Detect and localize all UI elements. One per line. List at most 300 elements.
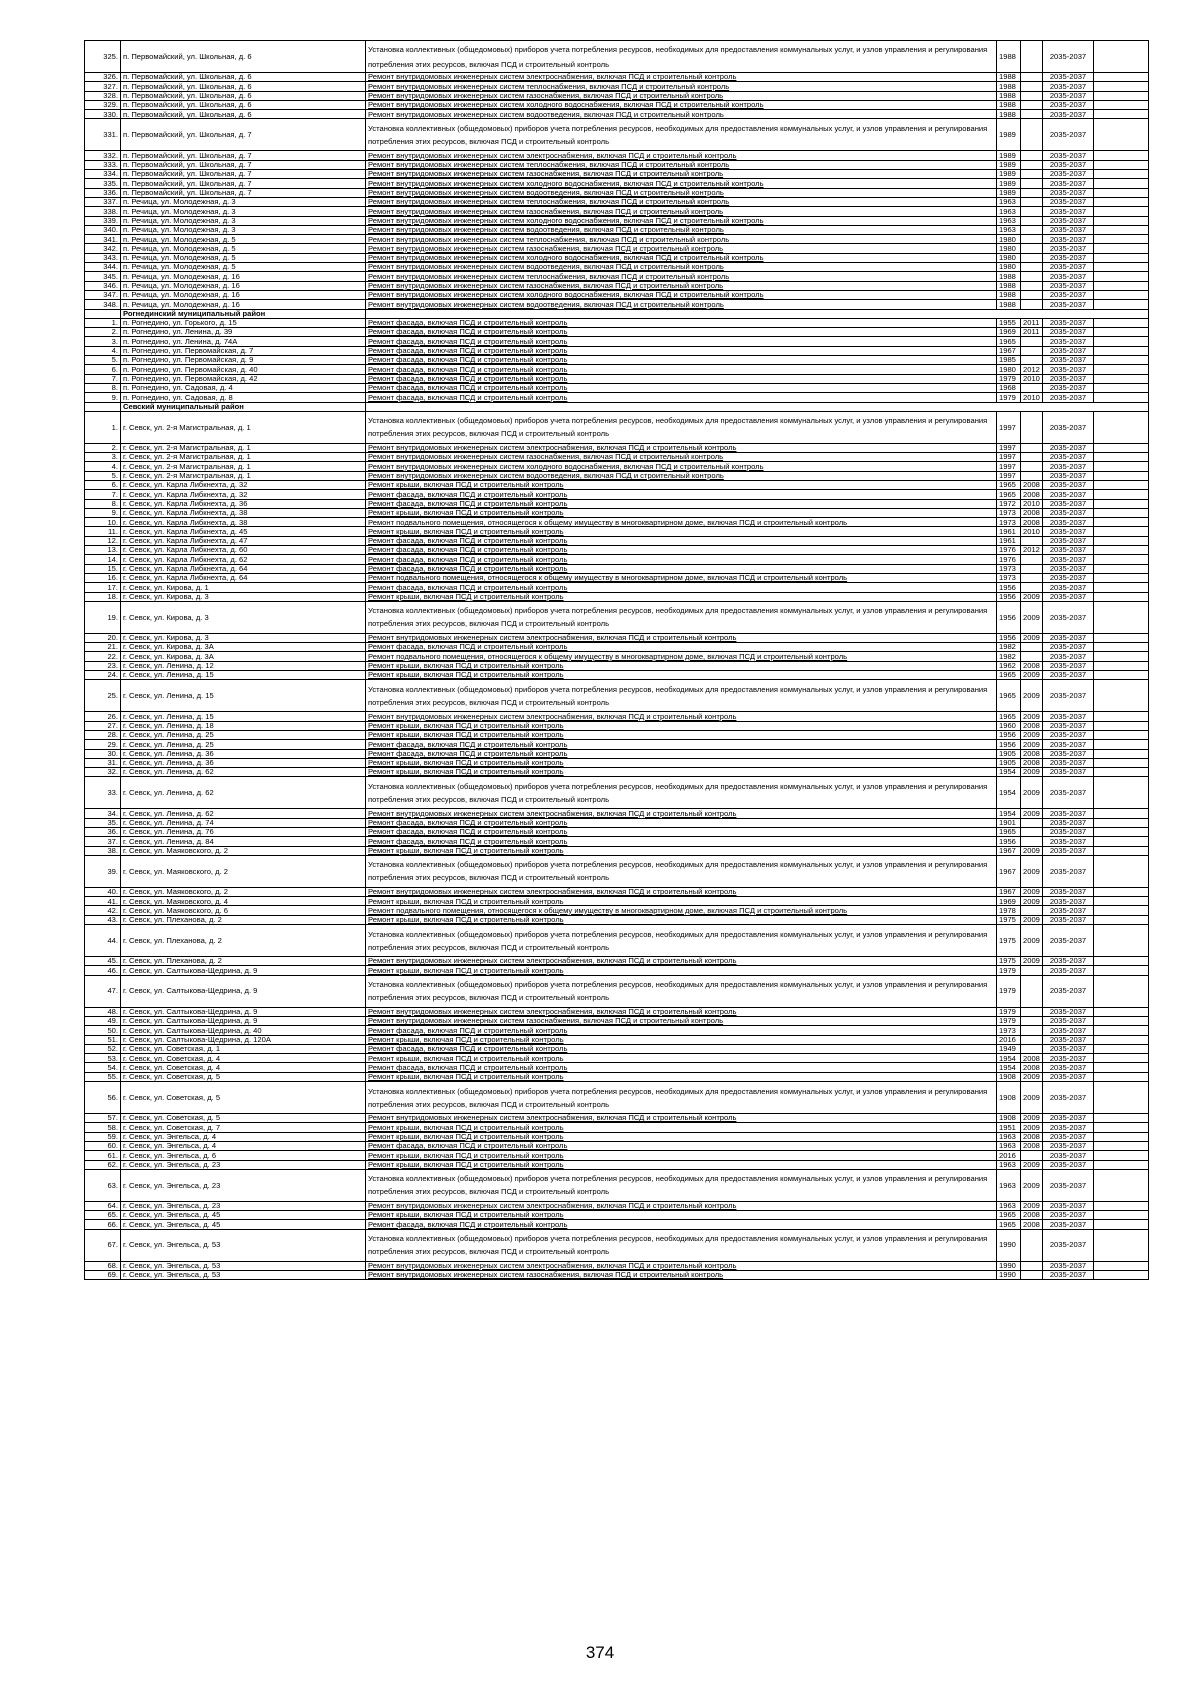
row-address: г. Севск, ул. 2-я Магистральная, д. 1 [121,411,366,443]
row-renovation-year [1021,966,1043,975]
row-renovation-year [1021,188,1043,197]
row-number: 53. [85,1054,121,1063]
table-row [85,300,1149,309]
row-number: 50. [85,1026,121,1035]
row-number: 37. [85,837,121,846]
row-address: г. Севск, ул. Энгельса, д. 4 [121,1141,366,1150]
row-address: п. Речица, ул. Молодежная, д. 3 [121,225,366,234]
row-empty-cell [1094,1026,1149,1035]
row-work-type: Установка коллективных (общедомовых) приборов учета потребления ресурсов, необходимых для предоставления коммунальных услуг, и узлов управления и регулирования потребления этих ресурсов, включая ПСД и строительный контроль [366,855,997,887]
row-build-year: 1980 [997,365,1021,374]
row-renovation-year [1021,253,1043,262]
row-work-type: Ремонт подвального помещения, относящегося к общему имуществу в многоквартирном доме, включая ПСД и строительный контроль [366,652,997,661]
row-number: 34. [85,809,121,818]
table-row [85,272,1149,281]
row-work-type: Ремонт внутридомовых инженерных систем водоотведения, включая ПСД и строительный контроль [366,471,997,480]
row-empty-cell [1094,749,1149,758]
row-empty-cell [1094,443,1149,452]
row-build-year: 1965 [997,1220,1021,1229]
row-address: г. Севск, ул. Маяковского, д. 2 [121,846,366,855]
row-address: г. Севск, ул. Ленина, д. 62 [121,768,366,777]
row-empty-cell [1094,1072,1149,1081]
row-renovation-year [1021,1151,1043,1160]
row-work-type: Ремонт внутридомовых инженерных систем электроснабжения, включая ПСД и строительный контроль [366,1007,997,1016]
table-row [85,527,1149,536]
row-number: 6. [85,365,121,374]
row-build-year: 1979 [997,374,1021,383]
row-planned-period: 2035-2037 [1043,966,1094,975]
row-build-year: 1963 [997,225,1021,234]
row-empty-cell [1094,897,1149,906]
row-work-type: Ремонт крыши, включая ПСД и строительный контроль [366,1054,997,1063]
row-empty-cell [1094,508,1149,517]
row-empty-cell [1094,374,1149,383]
row-build-year: 1973 [997,518,1021,527]
row-empty-cell [1094,383,1149,392]
table-row [85,346,1149,355]
row-address: г. Севск, ул. Плеханова, д. 2 [121,925,366,957]
row-work-type: Ремонт фасада, включая ПСД и строительный контроль [366,1026,997,1035]
row-empty-cell [1094,160,1149,169]
row-address: г. Севск, ул. Ленина, д. 12 [121,661,366,670]
row-build-year: 1956 [997,601,1021,633]
row-renovation-year [1021,1007,1043,1016]
row-build-year: 1988 [997,110,1021,119]
row-planned-period: 2035-2037 [1043,1054,1094,1063]
row-work-type: Ремонт внутридомовых инженерных систем газоснабжения, включая ПСД и строительный контроль [366,1016,997,1025]
row-empty-cell [1094,837,1149,846]
row-number: 21. [85,643,121,652]
section-filler [366,309,1149,318]
row-renovation-year: 2009 [1021,957,1043,966]
row-work-type: Ремонт фасада, включая ПСД и строительный контроль [366,328,997,337]
row-empty-cell [1094,671,1149,680]
row-number: 5. [85,471,121,480]
row-number: 9. [85,393,121,402]
row-planned-period: 2035-2037 [1043,957,1094,966]
row-planned-period: 2035-2037 [1043,573,1094,582]
row-number: 343. [85,253,121,262]
row-build-year: 2016 [997,1035,1021,1044]
row-empty-cell [1094,318,1149,327]
table-row [85,1201,1149,1210]
row-build-year: 1980 [997,244,1021,253]
row-renovation-year: 2008 [1021,749,1043,758]
row-work-type: Ремонт внутридомовых инженерных систем теплоснабжения, включая ПСД и строительный контроль [366,160,997,169]
row-empty-cell [1094,1220,1149,1229]
row-work-type: Ремонт крыши, включая ПСД и строительный контроль [366,671,997,680]
row-renovation-year: 2009 [1021,633,1043,642]
row-address: г. Севск, ул. Советская, д. 1 [121,1044,366,1053]
row-work-type: Ремонт крыши, включая ПСД и строительный контроль [366,480,997,489]
row-work-type: Ремонт внутридомовых инженерных систем теплоснабжения, включая ПСД и строительный контроль [366,197,997,206]
row-address: г. Севск, ул. Ленина, д. 62 [121,777,366,809]
row-address: г. Севск, ул. Ленина, д. 36 [121,749,366,758]
table-row [85,749,1149,758]
row-work-type: Ремонт фасада, включая ПСД и строительный контроль [366,564,997,573]
row-build-year: 1967 [997,346,1021,355]
table-row [85,225,1149,234]
row-renovation-year [1021,300,1043,309]
table-row [85,290,1149,299]
row-number: 340. [85,225,121,234]
row-number: 20. [85,633,121,642]
row-address: г. Севск, ул. Салтыкова-Щедрина, д. 9 [121,1007,366,1016]
row-empty-cell [1094,100,1149,109]
row-empty-cell [1094,1261,1149,1270]
row-address: п. Первомайский, ул. Школьная, д. 6 [121,41,366,73]
row-empty-cell [1094,346,1149,355]
row-renovation-year: 2009 [1021,1123,1043,1132]
row-work-type: Ремонт крыши, включая ПСД и строительный контроль [366,1072,997,1081]
row-address: п. Первомайский, ул. Школьная, д. 7 [121,160,366,169]
row-empty-cell [1094,925,1149,957]
row-build-year: 1997 [997,411,1021,443]
row-build-year: 1988 [997,82,1021,91]
row-work-type: Ремонт крыши, включая ПСД и строительный контроль [366,1123,997,1132]
row-address: п. Речица, ул. Молодежная, д. 5 [121,263,366,272]
row-number: 38. [85,846,121,855]
row-work-type: Ремонт внутридомовых инженерных систем холодного водоснабжения, включая ПСД и строительный контроль [366,462,997,471]
row-planned-period: 2035-2037 [1043,82,1094,91]
table-row [85,768,1149,777]
row-renovation-year: 2009 [1021,768,1043,777]
row-renovation-year [1021,281,1043,290]
row-empty-cell [1094,91,1149,100]
row-empty-cell [1094,1044,1149,1053]
row-build-year: 1988 [997,272,1021,281]
row-number: 29. [85,740,121,749]
row-work-type: Ремонт внутридомовых инженерных систем газоснабжения, включая ПСД и строительный контроль [366,453,997,462]
row-address: г. Севск, ул. Ленина, д. 18 [121,721,366,730]
row-planned-period: 2035-2037 [1043,225,1094,234]
row-build-year: 1954 [997,1063,1021,1072]
row-empty-cell [1094,592,1149,601]
row-renovation-year: 2009 [1021,855,1043,887]
row-number: 26. [85,712,121,721]
row-address: п. Первомайский, ул. Школьная, д. 6 [121,73,366,82]
row-renovation-year [1021,73,1043,82]
row-work-type: Ремонт фасада, включая ПСД и строительный контроль [366,374,997,383]
row-planned-period: 2035-2037 [1043,1044,1094,1053]
row-planned-period: 2035-2037 [1043,100,1094,109]
row-address: г. Севск, ул. Советская, д. 7 [121,1123,366,1132]
row-work-type: Ремонт крыши, включая ПСД и строительный контроль [366,846,997,855]
row-planned-period: 2035-2037 [1043,244,1094,253]
row-renovation-year [1021,160,1043,169]
row-renovation-year [1021,179,1043,188]
row-planned-period: 2035-2037 [1043,592,1094,601]
row-number: 58. [85,1123,121,1132]
row-number: 13. [85,546,121,555]
table-row [85,73,1149,82]
row-renovation-year [1021,643,1043,652]
row-work-type: Ремонт внутридомовых инженерных систем газоснабжения, включая ПСД и строительный контроль [366,244,997,253]
row-number: 65. [85,1211,121,1220]
row-work-type: Ремонт фасада, включая ПСД и строительный контроль [366,383,997,392]
table-row [85,601,1149,633]
row-work-type: Ремонт внутридомовых инженерных систем электроснабжения, включая ПСД и строительный контроль [366,443,997,452]
row-renovation-year [1021,1271,1043,1280]
row-planned-period: 2035-2037 [1043,119,1094,151]
row-number: 40. [85,887,121,896]
row-work-type: Ремонт подвального помещения, относящегося к общему имуществу в многоквартирном доме, включая ПСД и строительный контроль [366,573,997,582]
row-number: 2. [85,443,121,452]
row-address: г. Севск, ул. Кирова, д. 3А [121,652,366,661]
row-address: г. Севск, ул. Ленина, д. 15 [121,712,366,721]
row-renovation-year [1021,906,1043,915]
row-address: г. Севск, ул. Энгельса, д. 6 [121,1151,366,1160]
row-planned-period: 2035-2037 [1043,41,1094,73]
row-build-year: 1967 [997,846,1021,855]
table-row [85,758,1149,767]
row-empty-cell [1094,1201,1149,1210]
table-row [85,207,1149,216]
row-number: 11. [85,527,121,536]
row-empty-cell [1094,281,1149,290]
row-build-year: 1956 [997,633,1021,642]
row-empty-cell [1094,712,1149,721]
row-planned-period: 2035-2037 [1043,1007,1094,1016]
row-renovation-year: 2009 [1021,740,1043,749]
row-address: п. Первомайский, ул. Школьная, д. 7 [121,119,366,151]
row-empty-cell [1094,225,1149,234]
row-work-type: Ремонт внутридомовых инженерных систем водоотведения, включая ПСД и строительный контроль [366,263,997,272]
table-row [85,1026,1149,1035]
row-build-year: 1969 [997,328,1021,337]
row-work-type: Ремонт внутридомовых инженерных систем газоснабжения, включая ПСД и строительный контроль [366,207,997,216]
row-number: 337. [85,197,121,206]
table-row [85,443,1149,452]
row-planned-period: 2035-2037 [1043,1261,1094,1270]
row-number: 41. [85,897,121,906]
table-row [85,837,1149,846]
row-number: 10. [85,518,121,527]
row-empty-cell [1094,768,1149,777]
row-renovation-year [1021,207,1043,216]
section-num-cell [85,402,121,411]
row-planned-period: 2035-2037 [1043,1169,1094,1201]
row-address: г. Севск, ул. Ленина, д. 84 [121,837,366,846]
row-work-type: Ремонт крыши, включая ПСД и строительный контроль [366,661,997,670]
page-number: 374 [585,1643,615,1662]
row-work-type: Ремонт фасада, включая ПСД и строительный контроль [366,393,997,402]
row-work-type: Ремонт внутридомовых инженерных систем газоснабжения, включая ПСД и строительный контроль [366,170,997,179]
row-work-type: Установка коллективных (общедомовых) приборов учета потребления ресурсов, необходимых для предоставления коммунальных услуг, и узлов управления и регулирования потребления этих ресурсов, включая ПСД и строительный контроль [366,925,997,957]
table-row [85,462,1149,471]
row-planned-period: 2035-2037 [1043,527,1094,536]
row-build-year: 1982 [997,643,1021,652]
row-empty-cell [1094,730,1149,739]
row-renovation-year [1021,1026,1043,1035]
row-work-type: Ремонт фасада, включая ПСД и строительный контроль [366,546,997,555]
row-number: 3. [85,337,121,346]
row-build-year: 1997 [997,471,1021,480]
row-number: 16. [85,573,121,582]
row-empty-cell [1094,740,1149,749]
row-renovation-year: 2008 [1021,480,1043,489]
table-row [85,1035,1149,1044]
row-empty-cell [1094,966,1149,975]
row-address: г. Севск, ул. Карла Либкнехта, д. 60 [121,546,366,555]
table-row [85,1271,1149,1280]
row-renovation-year: 2009 [1021,897,1043,906]
row-number: 56. [85,1082,121,1114]
row-planned-period: 2035-2037 [1043,374,1094,383]
table-row [85,216,1149,225]
row-work-type: Ремонт фасада, включая ПСД и строительный контроль [366,536,997,545]
row-renovation-year: 2010 [1021,374,1043,383]
row-planned-period: 2035-2037 [1043,356,1094,365]
row-empty-cell [1094,573,1149,582]
row-build-year: 1965 [997,712,1021,721]
row-empty-cell [1094,151,1149,160]
row-number: 332. [85,151,121,160]
row-empty-cell [1094,188,1149,197]
row-build-year: 1979 [997,975,1021,1007]
row-empty-cell [1094,110,1149,119]
row-number: 68. [85,1261,121,1270]
row-empty-cell [1094,915,1149,924]
row-renovation-year: 2009 [1021,925,1043,957]
table-row [85,411,1149,443]
row-address: г. Севск, ул. Маяковского, д. 2 [121,855,366,887]
row-address: п. Первомайский, ул. Школьная, д. 7 [121,170,366,179]
row-address: п. Речица, ул. Молодежная, д. 3 [121,207,366,216]
row-planned-period: 2035-2037 [1043,318,1094,327]
table-row [85,365,1149,374]
row-address: г. Севск, ул. Советская, д. 5 [121,1082,366,1114]
table-row [85,1141,1149,1150]
row-work-type: Ремонт крыши, включая ПСД и строительный контроль [366,1160,997,1169]
row-planned-period: 2035-2037 [1043,411,1094,443]
row-address: г. Севск, ул. Энгельса, д. 23 [121,1201,366,1210]
row-empty-cell [1094,887,1149,896]
row-build-year: 1972 [997,499,1021,508]
row-address: г. Севск, ул. Ленина, д. 36 [121,758,366,767]
row-build-year: 1980 [997,263,1021,272]
row-build-year: 1905 [997,749,1021,758]
table-row [85,160,1149,169]
table-row [85,1132,1149,1141]
row-address: п. Первомайский, ул. Школьная, д. 7 [121,151,366,160]
row-empty-cell [1094,499,1149,508]
section-header-row [85,309,1149,318]
row-empty-cell [1094,527,1149,536]
row-planned-period: 2035-2037 [1043,508,1094,517]
row-empty-cell [1094,471,1149,480]
row-address: г. Севск, ул. Советская, д. 5 [121,1114,366,1123]
row-renovation-year [1021,91,1043,100]
row-address: г. Севск, ул. Ленина, д. 15 [121,680,366,712]
row-address: п. Первомайский, ул. Школьная, д. 7 [121,179,366,188]
row-address: п. Рогнедино, ул. Горького, д. 15 [121,318,366,327]
row-empty-cell [1094,356,1149,365]
row-renovation-year [1021,151,1043,160]
table-row [85,652,1149,661]
row-address: г. Севск, ул. Кирова, д. 3 [121,592,366,601]
row-renovation-year: 2011 [1021,328,1043,337]
row-address: г. Севск, ул. Салтыкова-Щедрина, д. 9 [121,975,366,1007]
row-address: г. Севск, ул. Карла Либкнехта, д. 32 [121,480,366,489]
row-planned-period: 2035-2037 [1043,809,1094,818]
table-row [85,480,1149,489]
table-row [85,91,1149,100]
row-planned-period: 2035-2037 [1043,499,1094,508]
row-renovation-year [1021,564,1043,573]
row-work-type: Установка коллективных (общедомовых) приборов учета потребления ресурсов, необходимых для предоставления коммунальных услуг, и узлов управления и регулирования потребления этих ресурсов, включая ПСД и строительный контроль [366,1229,997,1261]
row-empty-cell [1094,855,1149,887]
row-number: 335. [85,179,121,188]
row-work-type: Ремонт крыши, включая ПСД и строительный контроль [366,508,997,517]
row-work-type: Ремонт крыши, включая ПСД и строительный контроль [366,592,997,601]
row-renovation-year: 2012 [1021,365,1043,374]
row-renovation-year [1021,555,1043,564]
row-empty-cell [1094,1016,1149,1025]
row-renovation-year [1021,652,1043,661]
row-address: г. Севск, ул. Кирова, д. 3 [121,601,366,633]
table-row [85,1114,1149,1123]
table-row [85,855,1149,887]
table-row [85,721,1149,730]
table-row [85,592,1149,601]
table-row [85,1044,1149,1053]
row-build-year: 1954 [997,1054,1021,1063]
table-row [85,82,1149,91]
row-build-year: 1973 [997,508,1021,517]
row-number: 55. [85,1072,121,1081]
row-planned-period: 2035-2037 [1043,633,1094,642]
row-work-type: Ремонт фасада, включая ПСД и строительный контроль [366,583,997,592]
row-address: п. Рогнедино, ул. Садовая, д. 8 [121,393,366,402]
row-build-year: 1988 [997,91,1021,100]
row-work-type: Ремонт крыши, включая ПСД и строительный контроль [366,721,997,730]
table-row [85,643,1149,652]
row-empty-cell [1094,393,1149,402]
row-number: 51. [85,1035,121,1044]
row-work-type: Ремонт фасада, включая ПСД и строительный контроль [366,1044,997,1053]
row-build-year: 1963 [997,1169,1021,1201]
row-planned-period: 2035-2037 [1043,216,1094,225]
row-build-year: 1956 [997,730,1021,739]
row-address: г. Севск, ул. Карла Либкнехта, д. 38 [121,518,366,527]
row-empty-cell [1094,846,1149,855]
row-renovation-year [1021,1229,1043,1261]
row-build-year: 1954 [997,768,1021,777]
row-renovation-year: 2008 [1021,758,1043,767]
row-empty-cell [1094,300,1149,309]
row-number: 63. [85,1169,121,1201]
row-address: г. Севск, ул. 2-я Магистральная, д. 1 [121,443,366,452]
row-build-year: 1979 [997,1007,1021,1016]
row-work-type: Установка коллективных (общедомовых) приборов учета потребления ресурсов, необходимых для предоставления коммунальных услуг, и узлов управления и регулирования потребления этих ресурсов, включая ПСД и строительный контроль [366,411,997,443]
row-number: 66. [85,1220,121,1229]
row-build-year: 1965 [997,671,1021,680]
table-row [85,1123,1149,1132]
row-empty-cell [1094,1007,1149,1016]
row-address: г. Севск, ул. Ленина, д. 74 [121,818,366,827]
row-number: 67. [85,1229,121,1261]
row-build-year: 1965 [997,680,1021,712]
row-empty-cell [1094,462,1149,471]
row-planned-period: 2035-2037 [1043,583,1094,592]
row-number: 69. [85,1271,121,1280]
table-row [85,41,1149,73]
row-planned-period: 2035-2037 [1043,1220,1094,1229]
row-renovation-year [1021,453,1043,462]
row-build-year: 1901 [997,818,1021,827]
row-number: 327. [85,82,121,91]
